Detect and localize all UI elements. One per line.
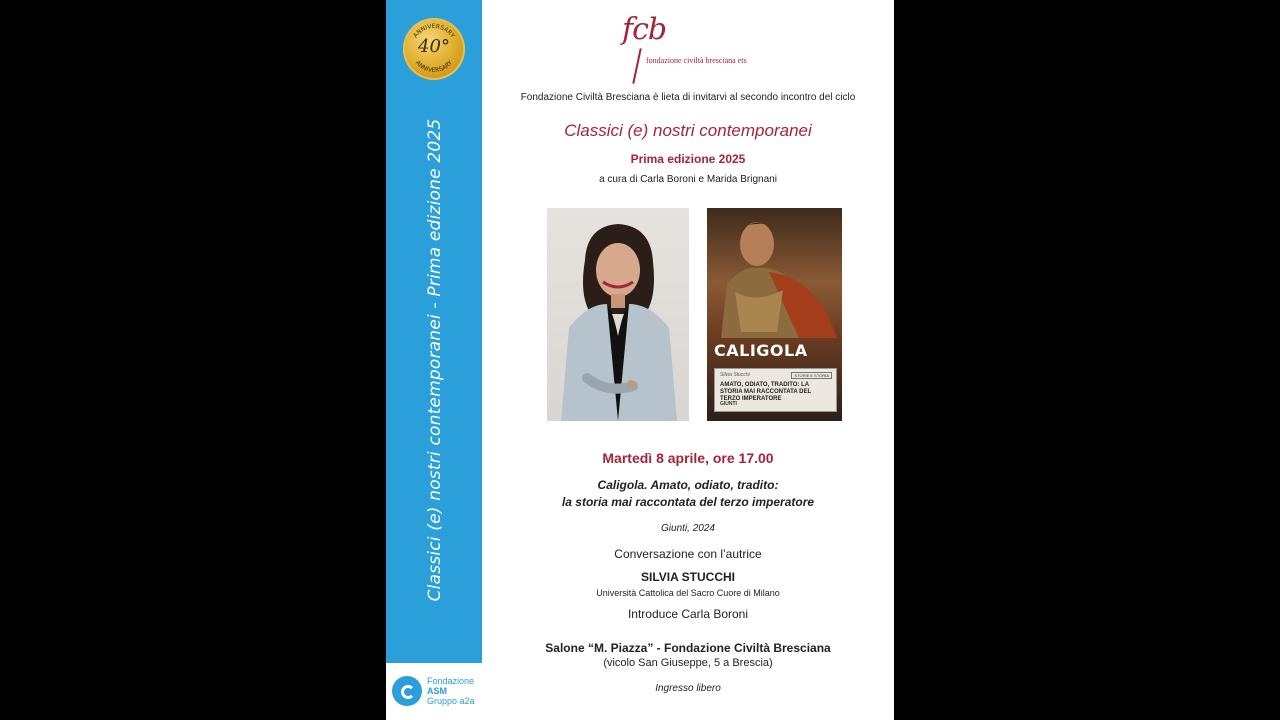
event-date: Martedì 8 aprile, ore 17.00 bbox=[602, 450, 774, 466]
edition: Prima edizione 2025 bbox=[630, 152, 746, 166]
book-title-line2: la storia mai raccontata del terzo imperatore bbox=[561, 495, 815, 509]
cover-label-box bbox=[714, 368, 837, 412]
entry-note: Ingresso libero bbox=[655, 683, 721, 694]
curators: a cura di Carla Boroni e Marida Brignani bbox=[599, 174, 777, 185]
book-cover bbox=[707, 208, 842, 421]
asm-icon bbox=[392, 676, 422, 706]
badge-text-top: ANNIVERSARY bbox=[412, 22, 456, 40]
event-flyer bbox=[386, 0, 894, 720]
conversation: Conversazione con l’autrice bbox=[614, 547, 762, 561]
vertical-series-title: Classici (e) nostri contemporanei - Prima edizione 2025 bbox=[425, 118, 445, 602]
cover-series: STORIE E STORIA bbox=[791, 372, 832, 379]
affiliation: Università Cattolica del Sacro Cuore di Milano bbox=[596, 588, 780, 598]
flyer-content bbox=[482, 0, 894, 720]
sponsor-logo bbox=[392, 676, 482, 710]
publisher-year: Giunti, 2024 bbox=[661, 523, 715, 534]
invite-text: Fondazione Civiltà Bresciana è lieta di invitarvi al secondo incontro del ciclo bbox=[520, 92, 856, 103]
fcb-stroke bbox=[632, 48, 641, 84]
cover-subtitle: AMATO, ODIATO, TRADITO: LA STORIA MAI RACCONTATA DEL TERZO IMPERATORE bbox=[720, 382, 811, 402]
author-name: SILVIA STUCCHI bbox=[640, 570, 735, 584]
cover-publisher: GIUNTI bbox=[720, 401, 737, 407]
sponsor-line2: ASM bbox=[427, 686, 447, 696]
introducer: Introduce Carla Boroni bbox=[627, 607, 749, 621]
author-portrait bbox=[547, 208, 689, 421]
address: (vicolo San Giuseppe, 5 a Brescia) bbox=[603, 657, 773, 669]
badge-number: 40° bbox=[418, 36, 450, 57]
cover-title: CALIGOLA bbox=[714, 341, 808, 360]
fcb-logo bbox=[622, 12, 782, 76]
cover-author: Silvia Stucchi bbox=[720, 372, 750, 378]
sidebar-bar bbox=[386, 0, 482, 663]
fcb-subtitle: fondazione civiltà bresciana ets bbox=[646, 56, 747, 65]
badge-text-bottom: ANNIVERSARY bbox=[414, 59, 454, 75]
sponsor-line1: Fondazione bbox=[427, 676, 475, 686]
fcb-mark: fcb bbox=[622, 12, 667, 47]
series-title: Classici (e) nostri contemporanei bbox=[564, 121, 812, 140]
venue: Salone “M. Piazza” - Fondazione Civiltà Bresciana bbox=[545, 641, 831, 655]
book-title-line1: Caligola. Amato, odiato, tradito: bbox=[597, 478, 779, 492]
sponsor-line3: Gruppo a2a bbox=[427, 696, 475, 706]
